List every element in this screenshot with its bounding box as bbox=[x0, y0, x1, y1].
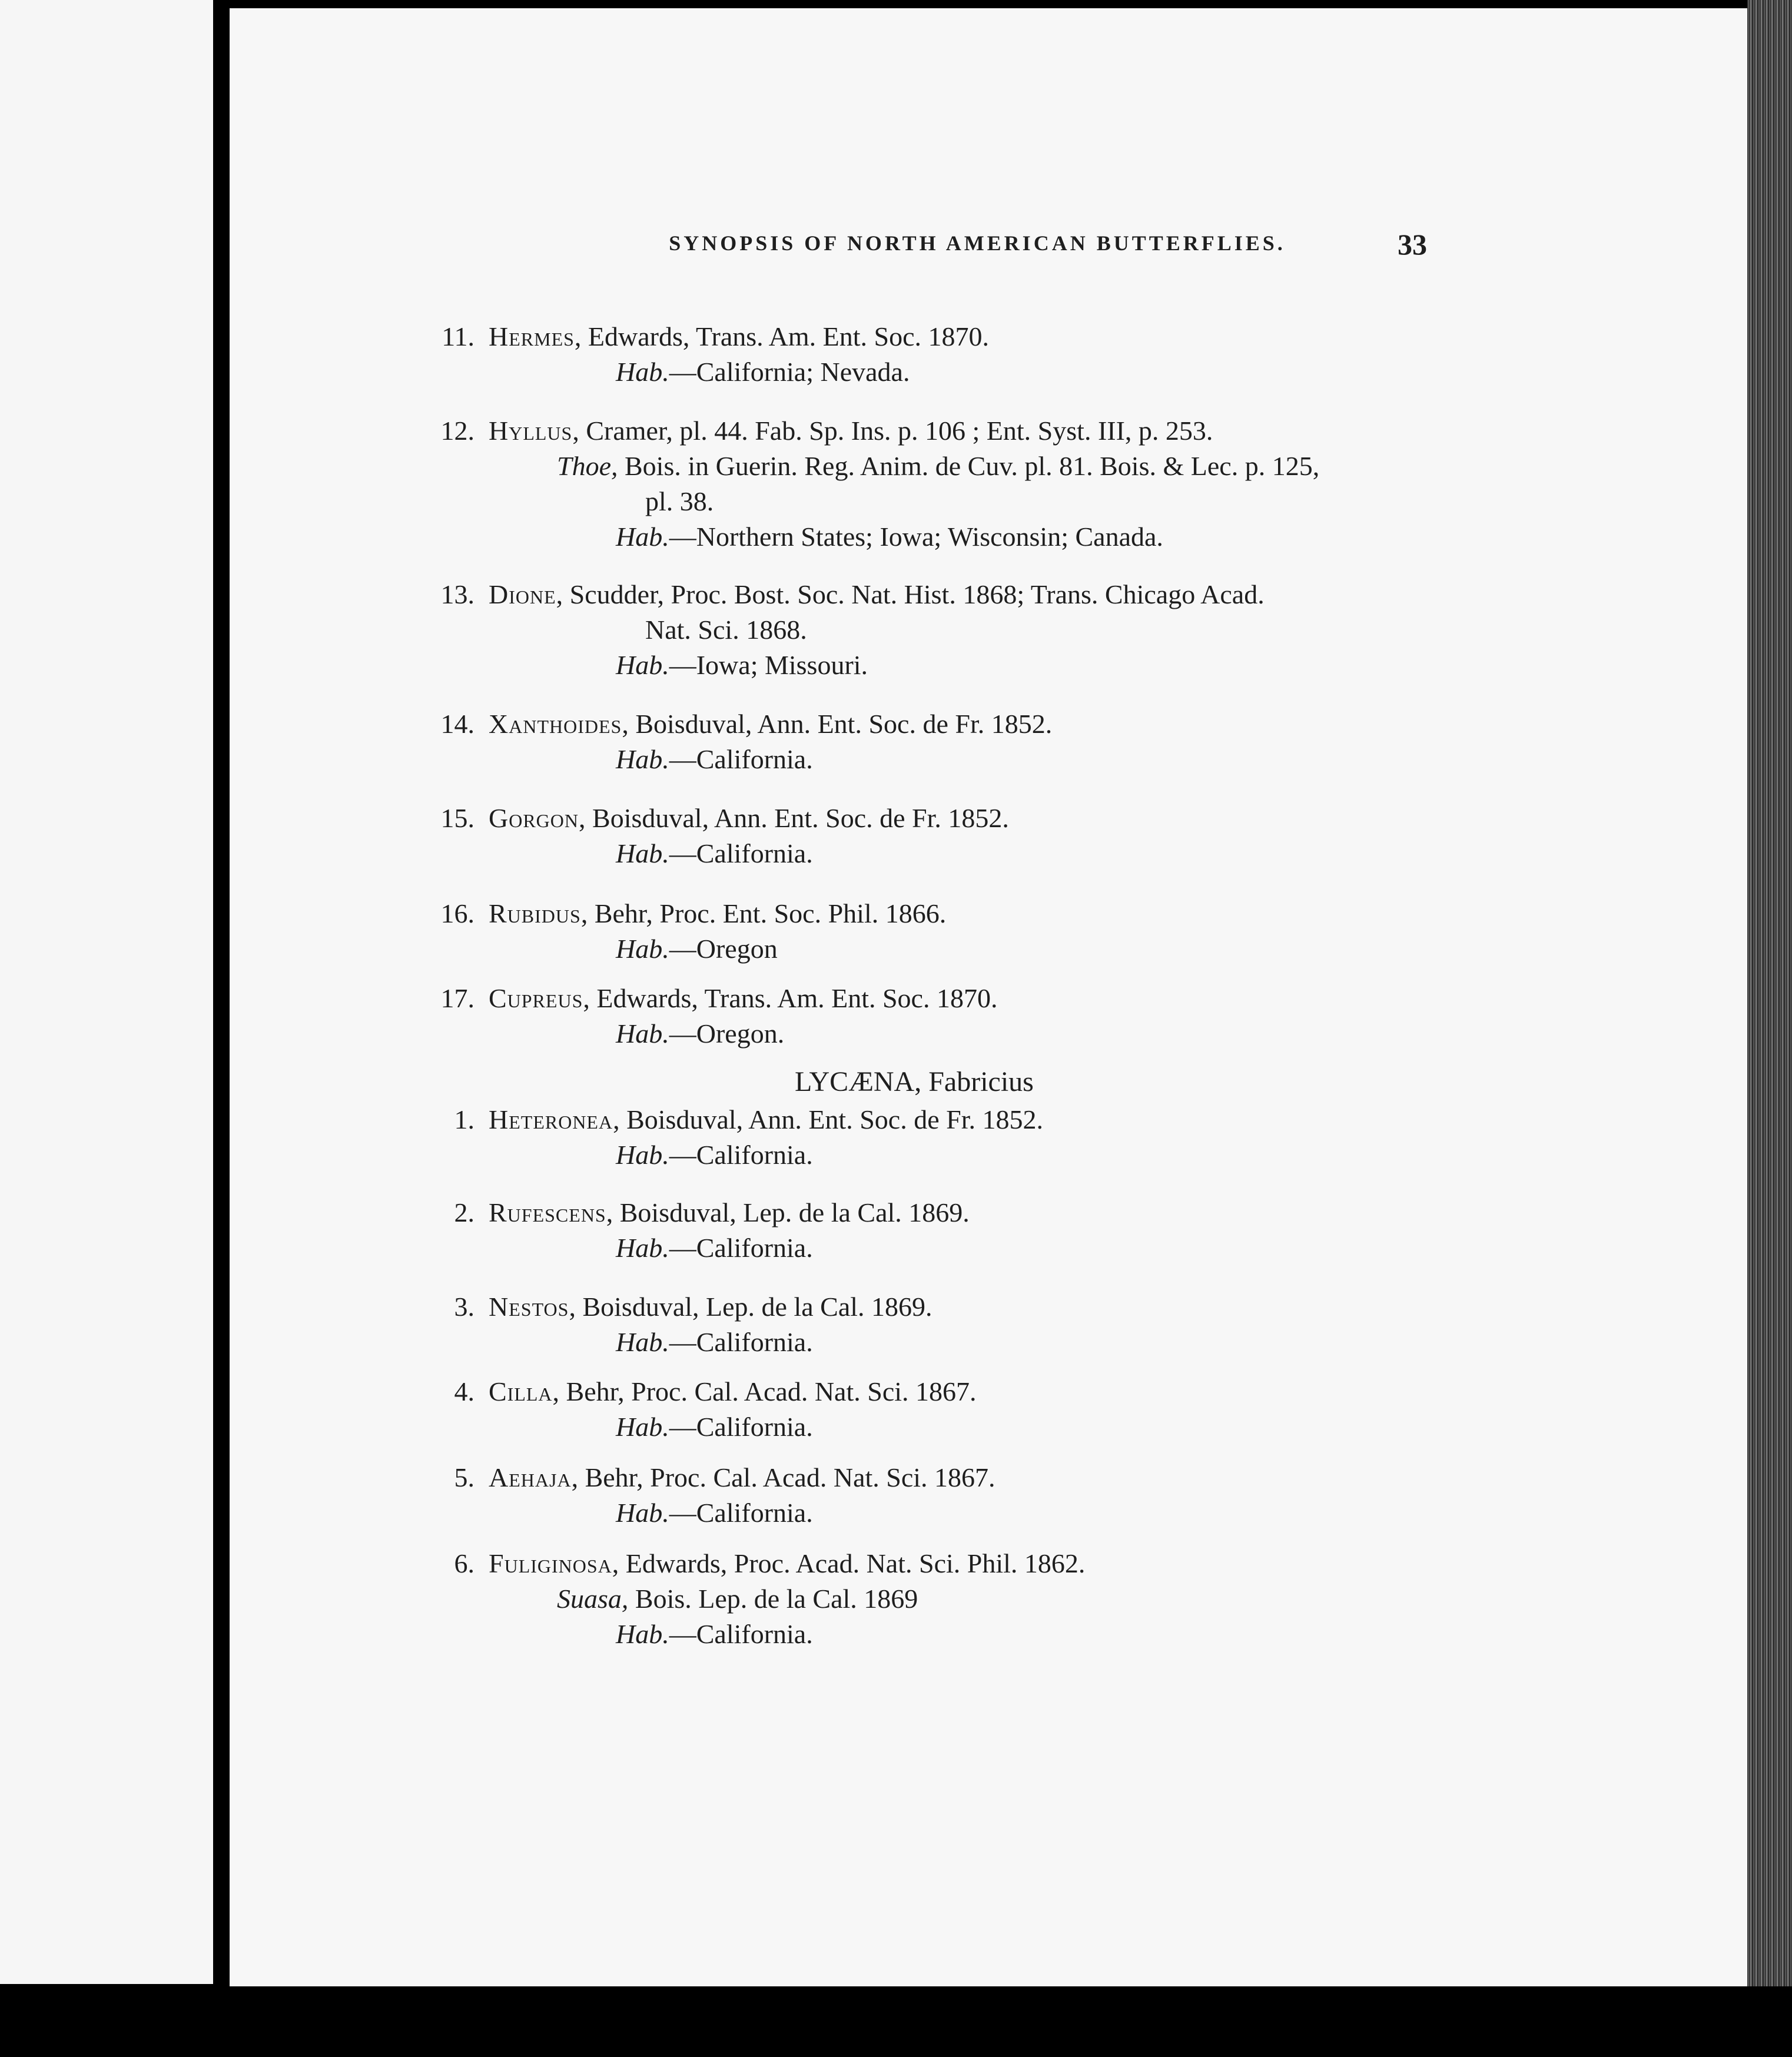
habitat-label: Hab. bbox=[616, 522, 669, 552]
entry-line bbox=[489, 413, 1213, 449]
species-name: Dione bbox=[489, 579, 556, 609]
species-name: Hyllus bbox=[489, 416, 573, 446]
habitat-text: —California. bbox=[669, 1498, 813, 1528]
species-name: Cupreus bbox=[489, 983, 583, 1013]
species-citation: , Boisduval, Ann. Ent. Soc. de Fr. 1852. bbox=[613, 1104, 1043, 1134]
entry-number: 11. bbox=[442, 321, 474, 351]
habitat-text: —Northern States; Iowa; Wisconsin; Canada. bbox=[669, 522, 1163, 552]
entry-number: 3. bbox=[454, 1292, 474, 1322]
habitat-text: —California. bbox=[669, 1412, 813, 1442]
habitat-line bbox=[616, 1137, 813, 1173]
left-page-edge bbox=[0, 0, 213, 1984]
page-number: 33 bbox=[1398, 228, 1427, 261]
entry-number: 1. bbox=[454, 1104, 474, 1134]
species-citation: , Boisduval, Ann. Ent. Soc. de Fr. 1852. bbox=[622, 709, 1053, 739]
habitat-line bbox=[616, 354, 910, 390]
entry-line bbox=[489, 1195, 970, 1230]
entry-line bbox=[489, 801, 1009, 836]
entry-line bbox=[489, 577, 1265, 612]
species-name: Rubidus bbox=[489, 898, 581, 928]
synonym-line bbox=[557, 1581, 918, 1617]
entry-line bbox=[489, 706, 1052, 742]
habitat-label: Hab. bbox=[616, 1619, 669, 1649]
species-citation: , Edwards, Proc. Acad. Nat. Sci. Phil. 1862. bbox=[612, 1548, 1086, 1578]
habitat-label: Hab. bbox=[616, 1498, 669, 1528]
species-citation: , Edwards, Trans. Am. Ent. Soc. 1870. bbox=[583, 983, 998, 1013]
habitat-line bbox=[616, 931, 778, 967]
species-name: Rufescens bbox=[489, 1197, 606, 1227]
entry-line bbox=[489, 1289, 932, 1325]
species-name: Nestos bbox=[489, 1292, 569, 1322]
habitat-label: Hab. bbox=[616, 934, 669, 964]
synonym-continued: pl. 38. bbox=[645, 486, 714, 516]
habitat-line bbox=[616, 648, 868, 683]
genus-heading: LYCÆNA, Fabricius bbox=[795, 1066, 1034, 1097]
species-name: Gorgon bbox=[489, 803, 579, 833]
entry-line bbox=[489, 319, 989, 354]
habitat-line bbox=[616, 1016, 784, 1051]
species-citation: , Cramer, pl. 44. Fab. Sp. Ins. p. 106 ; Ent. Syst. III, p. 253. bbox=[572, 416, 1213, 446]
habitat-text: —Oregon bbox=[669, 934, 778, 964]
citation-continued: Nat. Sci. 1868. bbox=[645, 615, 807, 645]
entry-line bbox=[489, 1460, 995, 1495]
entry-line bbox=[489, 1374, 977, 1409]
habitat-text: —California. bbox=[669, 1327, 813, 1357]
habitat-text: —Iowa; Missouri. bbox=[669, 650, 868, 680]
species-citation: , Edwards, Trans. Am. Ent. Soc. 1870. bbox=[574, 321, 990, 351]
habitat-label: Hab. bbox=[616, 1018, 669, 1049]
running-title: SYNOPSIS OF NORTH AMERICAN BUTTERFLIES. bbox=[669, 231, 1286, 255]
entry-number: 2. bbox=[454, 1197, 474, 1227]
species-citation: , Behr, Proc. Cal. Acad. Nat. Sci. 1867. bbox=[552, 1376, 977, 1406]
entry-number: 17. bbox=[440, 983, 474, 1013]
entry-number: 13. bbox=[440, 579, 474, 609]
scan-border-bottom bbox=[0, 1986, 1792, 2057]
species-citation: , Scudder, Proc. Bost. Soc. Nat. Hist. 1868; Trans. Chicago Acad. bbox=[556, 579, 1265, 609]
species-name: Hermes bbox=[489, 321, 575, 351]
synonym-name: Suasa, bbox=[557, 1584, 629, 1614]
habitat-line bbox=[616, 1230, 813, 1266]
entry-number: 12. bbox=[440, 416, 474, 446]
species-name: Xanthoides bbox=[489, 709, 622, 739]
species-name: Cilla bbox=[489, 1376, 553, 1406]
entry-line bbox=[489, 981, 997, 1016]
habitat-label: Hab. bbox=[616, 650, 669, 680]
synonym-citation: Bois. Lep. de la Cal. 1869 bbox=[628, 1584, 918, 1614]
species-citation: , Boisduval, Lep. de la Cal. 1869. bbox=[606, 1197, 970, 1227]
synonym-name: Thoe, bbox=[557, 451, 618, 481]
habitat-text: —Oregon. bbox=[669, 1018, 785, 1049]
habitat-text: —California. bbox=[669, 1619, 813, 1649]
entry-number: 4. bbox=[454, 1376, 474, 1406]
entry-number: 15. bbox=[440, 803, 474, 833]
book-gutter bbox=[213, 0, 230, 2057]
habitat-line bbox=[616, 1617, 813, 1652]
species-name: Aehaja bbox=[489, 1462, 572, 1492]
habitat-label: Hab. bbox=[616, 357, 669, 387]
habitat-label: Hab. bbox=[616, 1412, 669, 1442]
habitat-line bbox=[616, 836, 813, 871]
habitat-text: —California; Nevada. bbox=[669, 357, 910, 387]
entry-number: 5. bbox=[454, 1462, 474, 1492]
habitat-label: Hab. bbox=[616, 1140, 669, 1170]
page-stack-edge bbox=[1747, 0, 1792, 2057]
entry-line bbox=[489, 896, 946, 931]
species-citation: , Boisduval, Lep. de la Cal. 1869. bbox=[569, 1292, 932, 1322]
habitat-line bbox=[616, 1495, 813, 1531]
habitat-label: Hab. bbox=[616, 838, 669, 868]
species-name: Heteronea bbox=[489, 1104, 613, 1134]
entry-number: 6. bbox=[454, 1548, 474, 1578]
species-citation: , Boisduval, Ann. Ent. Soc. de Fr. 1852. bbox=[579, 803, 1009, 833]
habitat-line bbox=[616, 1409, 813, 1445]
habitat-line bbox=[616, 519, 1163, 555]
entry-line bbox=[489, 1546, 1085, 1581]
habitat-label: Hab. bbox=[616, 1233, 669, 1263]
entry-number: 16. bbox=[440, 898, 474, 928]
synonym-citation: Bois. in Guerin. Reg. Anim. de Cuv. pl. 81. Bois. & Lec. p. 125, bbox=[618, 451, 1320, 481]
entry-line bbox=[489, 1102, 1043, 1137]
entry-number: 14. bbox=[440, 709, 474, 739]
habitat-text: —California. bbox=[669, 1233, 813, 1263]
habitat-line bbox=[616, 1325, 813, 1360]
habitat-text: —California. bbox=[669, 838, 813, 868]
habitat-text: —California. bbox=[669, 744, 813, 774]
species-name: Fuliginosa bbox=[489, 1548, 612, 1578]
habitat-label: Hab. bbox=[616, 744, 669, 774]
habitat-label: Hab. bbox=[616, 1327, 669, 1357]
species-citation: , Behr, Proc. Cal. Acad. Nat. Sci. 1867. bbox=[571, 1462, 995, 1492]
habitat-text: —California. bbox=[669, 1140, 813, 1170]
synonym-line bbox=[557, 449, 1319, 484]
species-citation: , Behr, Proc. Ent. Soc. Phil. 1866. bbox=[580, 898, 947, 928]
habitat-line bbox=[616, 742, 813, 777]
